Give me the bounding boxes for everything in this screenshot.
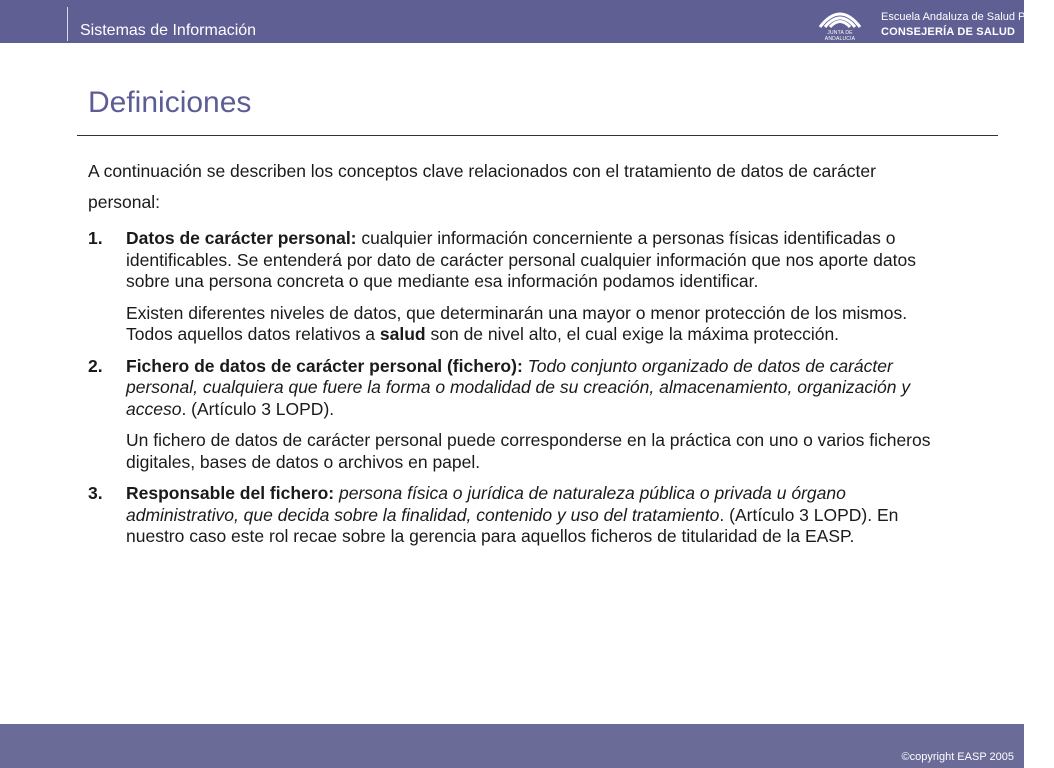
copyright-text: ©copyright EASP 2005	[901, 751, 1014, 763]
definition-text: persona física o jurídica de naturaleza pública o privada u órgano administrativo, que decida sobre la finalidad, contenido y uso del tratamiento	[126, 483, 846, 525]
title-divider	[77, 135, 998, 136]
organization-name	[881, 10, 1054, 40]
item-number: 1.	[88, 228, 103, 248]
definition-text: cualquier información concerniente a personas físicas identificadas o identificables. Se entenderá por dato de carácter personal cualquier información que nos aporte datos sobre una persona concreta o que mediante esa información podamos identificar.	[126, 228, 916, 291]
note-emphasis: salud	[379, 324, 426, 344]
footer-bar	[0, 724, 1024, 768]
header-divider	[67, 7, 68, 41]
definition-item	[88, 356, 948, 421]
header-bar	[0, 0, 1054, 43]
logo-caption: JUNTA DE ANDALUCIA	[824, 30, 856, 42]
slide-content	[88, 156, 948, 548]
org-line-2: CONSEJERÍA DE SALUD	[881, 26, 1016, 38]
definition-reference: . (Artículo 3 LOPD). En nuestro caso este rol recae sobre la gerencia para aquellos ficheros de titularidad de la EASP.	[126, 504, 899, 546]
definition-term: Responsable del fichero:	[126, 483, 335, 503]
item-number: 3.	[88, 483, 103, 503]
definition-note: Un fichero de datos de carácter personal puede corresponderse en la práctica con uno o varios ficheros digitales, bases de datos o archivos en papel.	[126, 430, 931, 472]
intro-text: A continuación se describen los conceptos clave relacionados con el tratamiento de datos de carácter personal:	[88, 161, 876, 212]
definition-reference: . (Artículo 3 LOPD).	[181, 398, 335, 419]
org-line-1: Escuela Andaluza de Salud Pública	[881, 11, 1054, 23]
junta-logo-icon	[814, 3, 866, 42]
definition-item	[88, 483, 948, 548]
note-text-end: son de nivel alto, el cual exige la máxima protección.	[425, 324, 840, 344]
definition-term: Fichero de datos de carácter personal (fichero):	[126, 355, 523, 376]
section-title: Sistemas de Información	[80, 22, 257, 39]
definition-text: Todo conjunto organizado de datos de carácter personal, cualquiera que fuere la forma o modalidad de su creación, almacenamiento, organización y acceso	[126, 355, 911, 419]
definition-item	[88, 228, 948, 293]
definition-note	[88, 303, 948, 346]
note-text: Existen diferentes niveles de datos, que determinarán una mayor o menor protección de los mismos. Todos aquellos datos relativos a	[126, 302, 908, 344]
definition-term: Datos de carácter personal:	[126, 228, 357, 248]
item-number: 2.	[88, 355, 103, 376]
page-title: Definiciones	[88, 86, 252, 119]
